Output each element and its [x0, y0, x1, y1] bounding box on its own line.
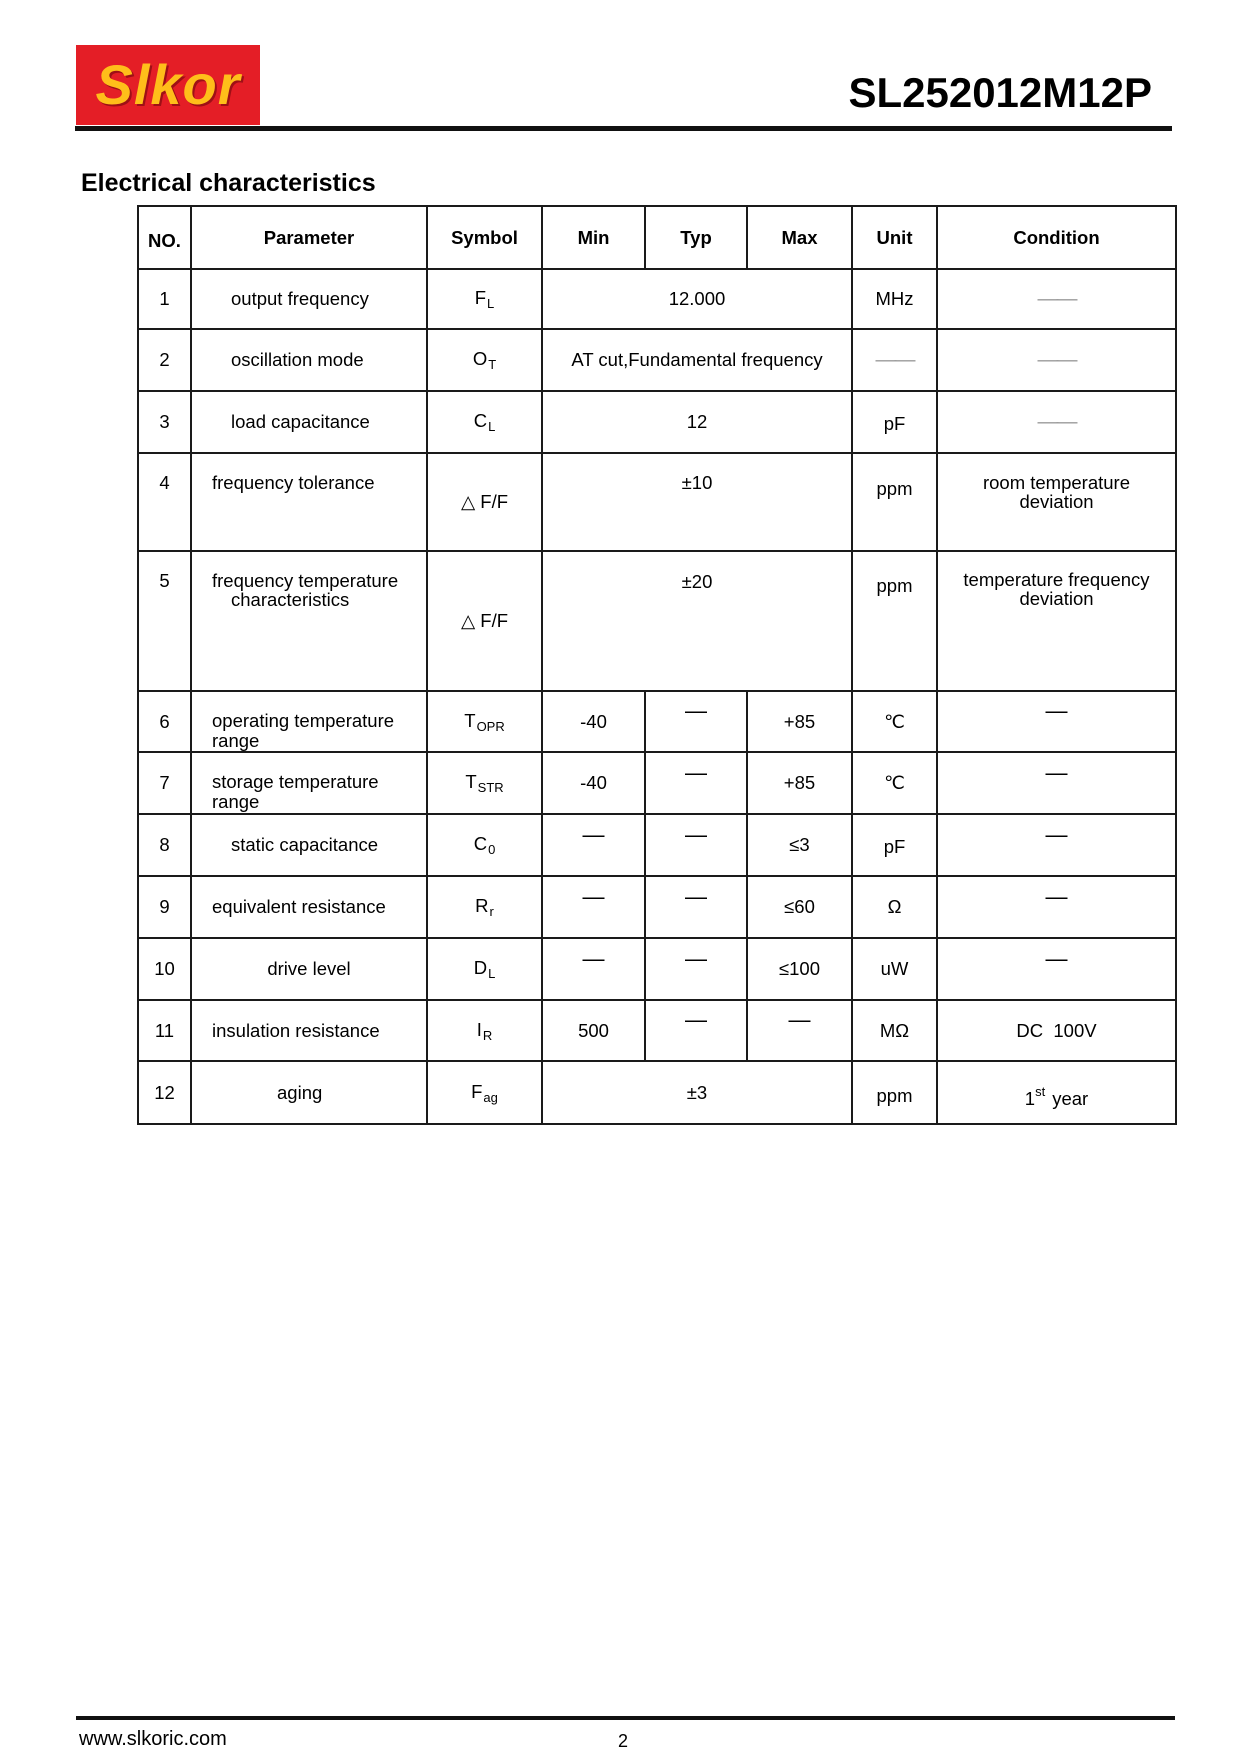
- unit-cell: ℃: [852, 691, 937, 752]
- condition-text: DC 100V: [1016, 1019, 1097, 1041]
- min-cell: [542, 938, 645, 1000]
- row-number: 1: [138, 269, 191, 329]
- condition-cell: [937, 938, 1176, 1000]
- parameter-cell: [191, 1061, 427, 1124]
- max-cell: +85: [747, 752, 852, 814]
- row-number: 8: [138, 814, 191, 876]
- parameter-cell: [191, 752, 427, 814]
- min-text: —: [582, 883, 605, 909]
- parameter-text: operating temperature: [212, 710, 395, 731]
- row-number: 7: [138, 752, 191, 814]
- table-row: [138, 391, 1176, 453]
- unit-cell: [852, 329, 937, 391]
- symbol-subscript: T: [488, 357, 497, 372]
- parameter-text: characteristics: [231, 589, 350, 610]
- parameter-text: output frequency: [231, 288, 369, 309]
- row-number: 2: [138, 329, 191, 391]
- parameter-text: frequency temperature: [212, 570, 399, 591]
- typ-cell: [645, 1000, 747, 1061]
- condition-text: —: [1045, 759, 1068, 785]
- value-cell: ±10: [542, 453, 852, 551]
- symbol-subscript: L: [487, 296, 495, 311]
- typ-text: —: [685, 945, 707, 971]
- condition-text: —: [1045, 698, 1068, 723]
- max-cell: +85: [747, 691, 852, 752]
- typ-cell: [645, 814, 747, 876]
- table-row: [138, 752, 1176, 814]
- unit-cell: ppm: [852, 551, 937, 691]
- typ-cell: [645, 752, 747, 814]
- symbol-cell: [427, 329, 542, 391]
- table-row: [138, 691, 1176, 752]
- condition-cell: [937, 691, 1176, 752]
- max-cell: [747, 1000, 852, 1061]
- symbol-subscript: L: [488, 966, 496, 981]
- symbol-base: F: [474, 287, 487, 308]
- parameter-text: range: [212, 791, 260, 812]
- symbol-base: C: [473, 833, 488, 854]
- row-number: 3: [138, 391, 191, 453]
- value-cell: AT cut,Fundamental frequency: [542, 329, 852, 391]
- column-header-condition: Condition: [937, 206, 1176, 269]
- max-cell: ≤100: [747, 938, 852, 1000]
- symbol-base: I: [476, 1018, 482, 1040]
- parameter-cell: [191, 551, 427, 691]
- condition-cell: [937, 269, 1176, 329]
- min-cell: 500: [542, 1000, 645, 1061]
- min-cell: -40: [542, 752, 645, 814]
- condition-text: temperature frequency: [963, 569, 1150, 590]
- brand-logo: [76, 45, 260, 125]
- condition-rest: year: [1052, 1088, 1089, 1110]
- symbol-cell: [427, 391, 542, 453]
- condition-text: ——: [1037, 410, 1076, 433]
- typ-text: —: [685, 759, 707, 785]
- page-number: 2: [618, 1731, 629, 1751]
- condition-text: deviation: [1019, 491, 1094, 512]
- section-title: Electrical characteristics: [81, 169, 376, 197]
- min-text: —: [582, 821, 605, 847]
- condition-superscript: st: [1035, 1083, 1046, 1099]
- symbol-base: T: [465, 771, 477, 792]
- symbol-cell: [427, 814, 542, 876]
- symbol-subscript: OPR: [476, 718, 505, 734]
- column-header-symbol: Symbol: [427, 206, 542, 269]
- symbol-subscript: STR: [477, 780, 504, 795]
- typ-text: —: [685, 1007, 707, 1032]
- row-number: 11: [138, 1000, 191, 1061]
- symbol-cell: [427, 938, 542, 1000]
- condition-cell: [937, 752, 1176, 814]
- table-header-row: [138, 206, 1176, 269]
- condition-cell: [937, 1000, 1176, 1061]
- brand-logo-text: Slkor: [95, 53, 241, 116]
- condition-text: ——: [1037, 348, 1076, 371]
- part-number-title: SL252012M12P: [848, 69, 1152, 116]
- footer-website: www.slkoric.com: [79, 1728, 227, 1750]
- condition-text: room temperature: [982, 472, 1131, 493]
- table-row: [138, 453, 1176, 551]
- parameter-text: equivalent resistance: [212, 896, 386, 917]
- table-row: [138, 938, 1176, 1000]
- typ-cell: [645, 691, 747, 752]
- condition-cell: [937, 551, 1176, 691]
- condition-text: —: [1045, 945, 1068, 971]
- unit-cell: ℃: [852, 752, 937, 814]
- parameter-text: aging: [277, 1081, 323, 1103]
- typ-cell: [645, 938, 747, 1000]
- parameter-cell: [191, 938, 427, 1000]
- row-number: 5: [138, 551, 191, 691]
- condition-text: —: [1045, 883, 1068, 909]
- condition-cell: [937, 876, 1176, 938]
- symbol-cell: [427, 691, 542, 752]
- header-divider: [75, 126, 1172, 131]
- parameter-text: oscillation mode: [231, 349, 364, 370]
- condition-base: 1: [1024, 1088, 1036, 1110]
- unit-cell: MΩ: [852, 1000, 937, 1061]
- condition-cell: [937, 453, 1176, 551]
- table-row: [138, 876, 1176, 938]
- table-row: [138, 329, 1176, 391]
- max-cell: ≤60: [747, 876, 852, 938]
- min-cell: -40: [542, 691, 645, 752]
- value-cell: ±20: [542, 551, 852, 691]
- symbol-subscript: R: [482, 1027, 493, 1043]
- max-cell: ≤3: [747, 814, 852, 876]
- value-cell: 12.000: [542, 269, 852, 329]
- symbol-cell: [427, 551, 542, 691]
- condition-cell: [937, 391, 1176, 453]
- value-cell: 12: [542, 391, 852, 453]
- parameter-text: range: [212, 730, 260, 751]
- typ-cell: [645, 876, 747, 938]
- symbol-subscript: ag: [483, 1089, 498, 1105]
- parameter-cell: [191, 329, 427, 391]
- row-number: 9: [138, 876, 191, 938]
- parameter-text: frequency tolerance: [212, 472, 375, 493]
- table-row: [138, 1000, 1176, 1061]
- symbol-cell: [427, 1061, 542, 1124]
- symbol-cell: [427, 269, 542, 329]
- unit-cell: uW: [852, 938, 937, 1000]
- symbol-base: O: [472, 348, 488, 369]
- symbol-cell: [427, 453, 542, 551]
- max-text: —: [788, 1007, 811, 1032]
- parameter-cell: [191, 814, 427, 876]
- symbol-cell: [427, 752, 542, 814]
- parameter-text: storage temperature: [212, 771, 379, 792]
- unit-cell: ppm: [852, 453, 937, 551]
- unit-cell: pF: [852, 391, 937, 453]
- condition-cell: [937, 1061, 1176, 1124]
- symbol-base: F: [471, 1080, 483, 1102]
- column-header-unit: Unit: [852, 206, 937, 269]
- column-header-parameter: Parameter: [191, 206, 427, 269]
- parameter-text: drive level: [267, 958, 351, 979]
- row-number: 12: [138, 1061, 191, 1124]
- symbol-subscript: 0: [488, 842, 496, 857]
- table-row: [138, 269, 1176, 329]
- symbol-subscript: L: [488, 419, 496, 434]
- parameter-cell: [191, 691, 427, 752]
- value-cell: ±3: [542, 1061, 852, 1124]
- condition-cell: [937, 329, 1176, 391]
- column-header-max: Max: [747, 206, 852, 269]
- symbol-base: R: [475, 895, 489, 916]
- symbol-cell: [427, 876, 542, 938]
- condition-text: —: [1045, 821, 1068, 847]
- parameter-cell: [191, 391, 427, 453]
- symbol-subscript: r: [489, 904, 494, 919]
- unit-text: ——: [875, 348, 914, 371]
- footer-divider: [76, 1716, 1175, 1720]
- unit-cell: MHz: [852, 269, 937, 329]
- condition-cell: [937, 814, 1176, 876]
- parameter-cell: [191, 453, 427, 551]
- typ-text: —: [685, 698, 707, 723]
- parameter-cell: [191, 269, 427, 329]
- unit-cell: pF: [852, 814, 937, 876]
- parameter-text: insulation resistance: [212, 1019, 380, 1041]
- column-header-no: NO.: [138, 206, 191, 269]
- symbol-base: D: [473, 957, 488, 978]
- table-row: [138, 814, 1176, 876]
- row-number: 10: [138, 938, 191, 1000]
- table-row: [138, 551, 1176, 691]
- typ-text: —: [685, 821, 707, 847]
- symbol-base: C: [473, 410, 488, 431]
- column-header-min: Min: [542, 206, 645, 269]
- symbol-base: △ F/F: [460, 491, 509, 512]
- parameter-text: load capacitance: [231, 411, 370, 432]
- condition-text: ——: [1037, 287, 1076, 310]
- electrical-characteristics-table: [137, 205, 1177, 1125]
- symbol-cell: [427, 1000, 542, 1061]
- row-number: 4: [138, 453, 191, 551]
- typ-text: —: [685, 883, 707, 909]
- symbol-base: △ F/F: [460, 610, 509, 631]
- unit-cell: ppm: [852, 1061, 937, 1124]
- parameter-cell: [191, 876, 427, 938]
- min-cell: [542, 876, 645, 938]
- min-text: —: [582, 945, 605, 971]
- row-number: 6: [138, 691, 191, 752]
- column-header-typ: Typ: [645, 206, 747, 269]
- parameter-text: static capacitance: [231, 834, 379, 855]
- condition-text: deviation: [1019, 588, 1094, 609]
- min-cell: [542, 814, 645, 876]
- symbol-base: T: [464, 709, 476, 731]
- parameter-cell: [191, 1000, 427, 1061]
- unit-cell: Ω: [852, 876, 937, 938]
- table-row: [138, 1061, 1176, 1124]
